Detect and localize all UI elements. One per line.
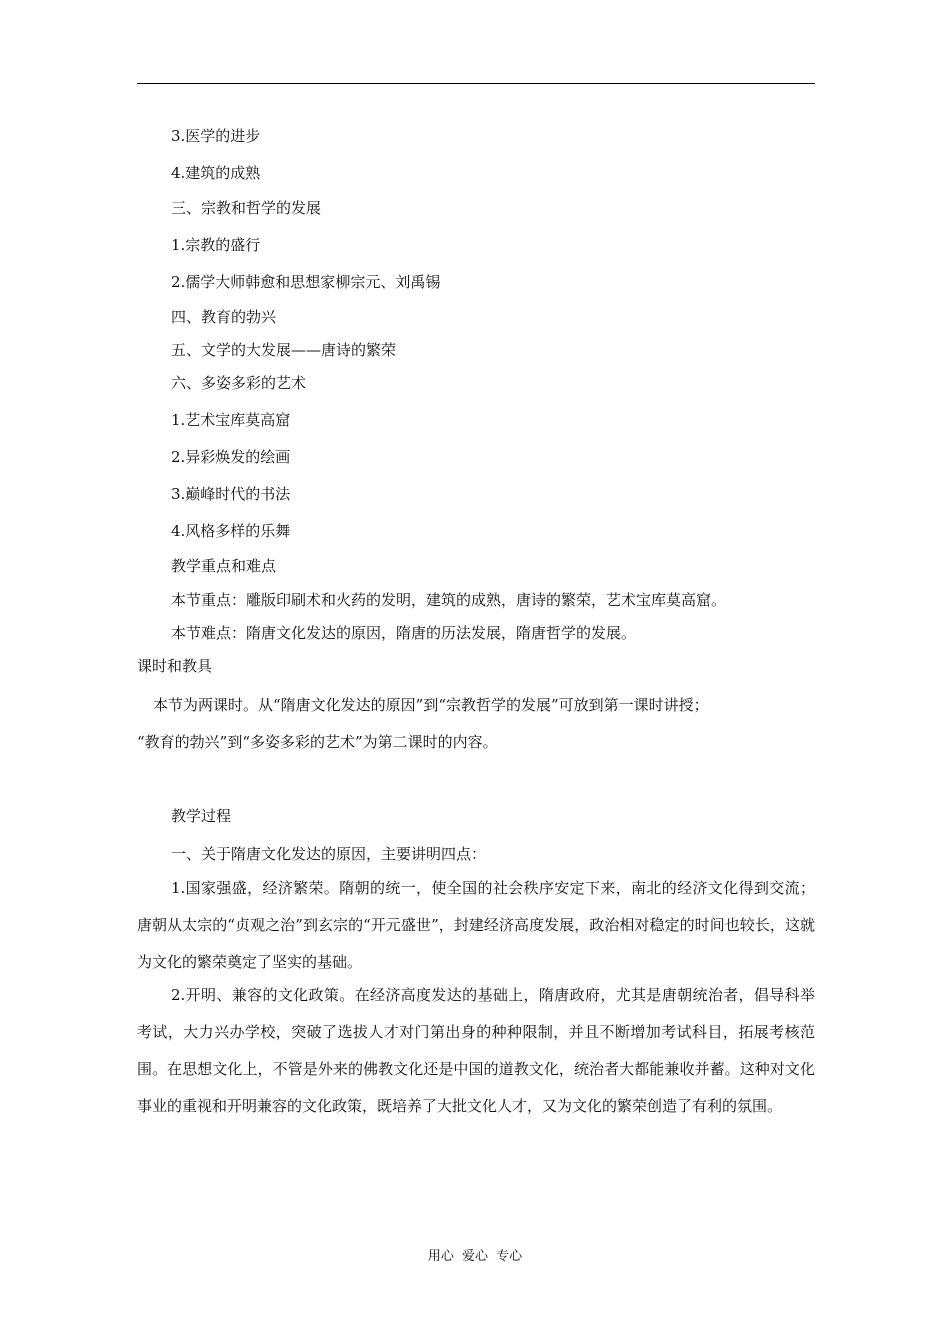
outline-heading: 四、教育的勃兴 xyxy=(171,308,277,326)
section-heading-process: 教学过程 xyxy=(171,807,232,825)
outline-item: 2.异彩焕发的绘画 xyxy=(171,448,291,466)
process-point-1: 1.国家强盛，经济繁荣。隋朝的统一，使全国的社会秩序安定下来，南北的经济文化得到交流；唐朝从太宗的“贞观之治”到玄宗的“开元盛世”，封建经济高度发展，政治相对稳定的时间也较长，这就为文化的繁荣奠定了坚实的基础。 xyxy=(137,879,815,971)
outline-heading: 六、多姿多彩的艺术 xyxy=(171,374,307,392)
outline-item: 2.儒学大师韩愈和思想家柳宗元、刘禹锡 xyxy=(171,273,441,291)
process-intro: 一、关于隋唐文化发达的原因，主要讲明四点： xyxy=(171,845,487,863)
outline-item: 4.建筑的成熟 xyxy=(171,164,261,182)
outline-item: 1.宗教的盛行 xyxy=(171,236,261,254)
schedule-text-line: “教育的勃兴”到“多姿多彩的艺术”为第二课时的内容。 xyxy=(137,733,498,751)
key-points: 本节重点：雕版印刷术和火药的发明，建筑的成熟，唐诗的繁荣，艺术宝库莫高窟。 xyxy=(171,591,727,609)
outline-item: 3.医学的进步 xyxy=(171,127,261,145)
header-rule xyxy=(137,83,815,84)
section-heading-schedule: 课时和教具 xyxy=(137,657,213,675)
difficult-points: 本节难点：隋唐文化发达的原因，隋唐的历法发展，隋唐哲学的发展。 xyxy=(171,624,637,642)
section-heading-focus: 教学重点和难点 xyxy=(171,557,277,575)
outline-item: 1.艺术宝库莫高窟 xyxy=(171,411,291,429)
schedule-text-line: 本节为两课时。从“隋唐文化发达的原因”到“宗教哲学的发展”可放到第一课时讲授； xyxy=(153,696,709,714)
outline-heading: 三、宗教和哲学的发展 xyxy=(171,199,322,217)
process-point-2: 2.开明、兼容的文化政策。在经济高度发达的基础上，隋唐政府，尤其是唐朝统治者，倡导科举考试，大力兴办学校，突破了选拔人才对门第出身的种种限制，并且不断增加考试科目，拓展考核范围。在思想文化上，不管是外来的佛教文化还是中国的道教文化，统治者大都能兼收并蓄。这种对文化事业的重视和开明兼容的文化政策，既培养了大批文化人才，又为文化的繁荣创造了有利的氛围。 xyxy=(137,986,815,1115)
outline-item: 3.巅峰时代的书法 xyxy=(171,485,291,503)
page-footer: 用心 爱心 专心 xyxy=(427,1249,523,1264)
outline-item: 4.风格多样的乐舞 xyxy=(171,522,291,540)
outline-heading: 五、文学的大发展——唐诗的繁荣 xyxy=(171,341,397,359)
